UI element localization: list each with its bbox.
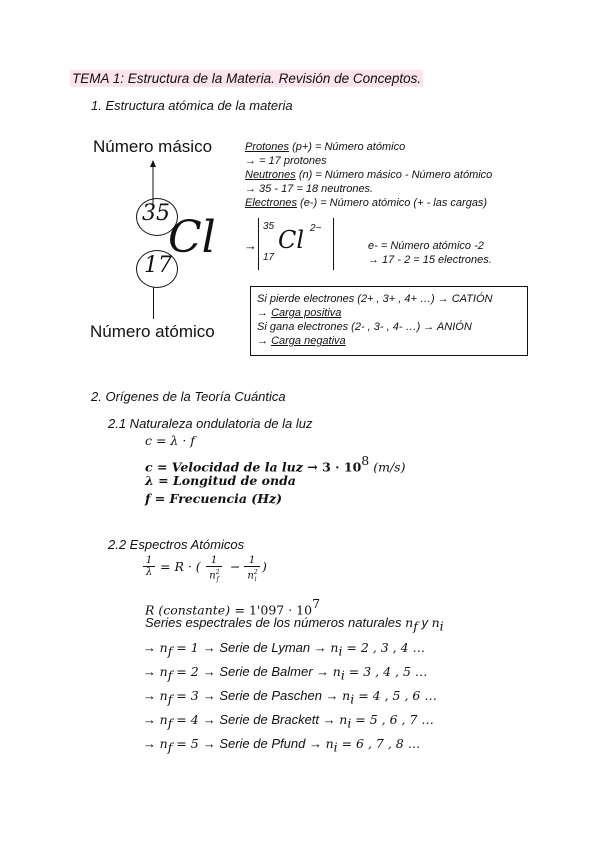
series-row bbox=[143, 640, 425, 659]
series-arrow-icon: → bbox=[202, 664, 220, 679]
frac2-den-wrap bbox=[244, 566, 260, 585]
series-ni-symbol: n bbox=[325, 736, 334, 751]
frac1-den: n bbox=[209, 570, 216, 582]
series-row bbox=[143, 688, 437, 707]
frac1-den-sup: 2 bbox=[215, 569, 220, 576]
series-ni-sub: i bbox=[333, 739, 338, 755]
eq-speed-exponent: 8 bbox=[361, 453, 370, 468]
series-arrow-icon: → bbox=[143, 688, 160, 703]
neutrones-label: Neutrones bbox=[245, 169, 296, 181]
series-arrow-icon: → bbox=[202, 688, 220, 703]
series-nf-value: = 5 bbox=[172, 736, 203, 751]
series-arrow-icon: → bbox=[202, 640, 220, 655]
series-arrow-icon: → bbox=[143, 664, 160, 679]
series-ni-values: = 5 , 6 , 7 … bbox=[351, 712, 434, 727]
series-ni-values: = 6 , 7 , 8 … bbox=[337, 736, 421, 751]
eq-wave: c = λ · f bbox=[145, 433, 195, 448]
negative-charge-line bbox=[257, 335, 346, 347]
series-intro-text: Series espectrales de los números naturales bbox=[145, 615, 402, 630]
series-ni-values: = 2 , 3 , 4 … bbox=[342, 640, 426, 655]
series-intro bbox=[145, 615, 444, 634]
ion-symbol: Cl bbox=[278, 226, 305, 254]
ion-electrons-formula: e- = Número atómico -2 bbox=[368, 240, 484, 252]
series-ni-sub: i bbox=[338, 643, 343, 659]
subsection-2-2-heading: 2.2 Espectros Atómicos bbox=[108, 537, 245, 552]
numero-atomico-label: Número atómico bbox=[90, 322, 215, 341]
series-name: Serie de Pfund bbox=[219, 736, 306, 751]
series-ni-symbol: n bbox=[330, 640, 339, 655]
electrones-line bbox=[245, 197, 487, 209]
rydberg-close: ) bbox=[262, 559, 267, 574]
negative-arrow-icon: → bbox=[257, 335, 272, 347]
series-nf-symbol: n bbox=[159, 640, 168, 655]
series-ni-sub: i bbox=[350, 691, 355, 707]
series-nf-symbol: n bbox=[159, 712, 168, 727]
series-arrow-icon: → bbox=[143, 640, 160, 655]
series-row bbox=[143, 664, 427, 683]
electrones-definition: (e-) = Número atómico (+ - las cargas) bbox=[296, 197, 488, 209]
frac1-den-wrap bbox=[206, 566, 222, 585]
eq-speed-value: → 3 · 10 bbox=[307, 459, 362, 475]
protones-definition: (p+) = Número atómico bbox=[289, 141, 406, 153]
series-nf-value: = 4 bbox=[172, 712, 203, 727]
series-nf-symbol: n bbox=[159, 664, 168, 679]
series-arrow-icon: → bbox=[202, 712, 220, 727]
series-ni-symbol: n bbox=[339, 712, 348, 727]
ion-charge: 2− bbox=[310, 223, 322, 234]
positive-charge-line bbox=[257, 307, 341, 319]
series-nf-symbol: n bbox=[159, 688, 168, 703]
atomic-number: 17 bbox=[144, 253, 172, 278]
electrones-label: Electrones bbox=[245, 197, 297, 209]
rydberg-frac2 bbox=[244, 555, 260, 585]
protones-result: → = 17 protones bbox=[245, 155, 327, 167]
eq-speed-left: c = Velocidad de la luz bbox=[145, 459, 303, 475]
series-nf-value: = 3 bbox=[172, 688, 203, 703]
rydberg-frac1 bbox=[206, 555, 222, 585]
series-arrow-icon: → bbox=[305, 736, 326, 751]
atomic-line bbox=[153, 287, 154, 319]
ion-atomic-number: 17 bbox=[263, 252, 275, 263]
series-row bbox=[143, 712, 434, 731]
series-arrow-icon: → bbox=[319, 712, 340, 727]
mass-number: 35 bbox=[142, 201, 170, 226]
protones-line bbox=[245, 141, 405, 153]
ion-mass-number: 35 bbox=[263, 221, 275, 232]
positive-arrow-icon: → bbox=[257, 307, 272, 319]
element-symbol-large: Cl bbox=[168, 212, 216, 263]
eq-speed-unit: (m/s) bbox=[369, 459, 406, 475]
rydberg-lhs-den: λ bbox=[143, 566, 155, 578]
section-2-heading: 2. Orígenes de la Teoría Cuántica bbox=[91, 389, 286, 404]
series-intro-ni: n bbox=[431, 615, 440, 630]
ion-arrow-icon: → bbox=[244, 238, 257, 253]
const-left: R (constante) bbox=[145, 602, 231, 618]
protones-label: Protones bbox=[245, 141, 290, 153]
ion-electrons-result: → 17 - 2 = 15 electrones. bbox=[368, 254, 492, 266]
series-row bbox=[143, 736, 420, 755]
series-ni-symbol: n bbox=[342, 688, 351, 703]
series-arrow-icon: → bbox=[202, 736, 220, 751]
series-name: Serie de Brackett bbox=[219, 712, 320, 727]
series-intro-ni-sub: i bbox=[439, 618, 444, 634]
rydberg-mid: = R · ( bbox=[160, 559, 201, 574]
rydberg-minus: − bbox=[230, 559, 241, 574]
neutrones-line bbox=[245, 169, 492, 181]
subsection-2-1-heading: 2.1 Naturaleza ondulatoria de la luz bbox=[108, 416, 313, 431]
negative-charge-label: Carga negativa bbox=[271, 335, 346, 347]
series-intro-nf-sub: f bbox=[413, 618, 418, 634]
series-ni-symbol: n bbox=[332, 664, 341, 679]
rydberg-lhs-fraction bbox=[143, 555, 155, 578]
series-name: Serie de Balmer bbox=[219, 664, 313, 679]
const-right: = 1'097 · 10 bbox=[234, 602, 313, 618]
series-name: Serie de Lyman bbox=[219, 640, 311, 655]
numero-masico-label: Número másico bbox=[93, 137, 213, 156]
cation-line: Si pierde electrones (2+ , 3+ , 4+ …) → CATIÓN bbox=[257, 293, 493, 305]
series-ni-values: = 4 , 5 , 6 … bbox=[354, 688, 437, 703]
series-arrow-icon: → bbox=[310, 640, 331, 655]
anion-line: Si gana electrones (2- , 3- , 4- …) → ANIÓN bbox=[257, 321, 472, 333]
series-arrow-icon: → bbox=[312, 664, 333, 679]
series-nf-value: = 2 bbox=[172, 664, 203, 679]
series-ni-values: = 3 , 4 , 5 … bbox=[344, 664, 428, 679]
series-nf-sub: f bbox=[167, 643, 173, 659]
eq-frequency: f = Frecuencia (Hz) bbox=[145, 491, 283, 506]
neutrones-result: → 35 - 17 = 18 neutrones. bbox=[245, 183, 374, 195]
section-1-heading: 1. Estructura atómica de la materia bbox=[91, 98, 293, 113]
frac1-den-sub: f bbox=[216, 576, 219, 584]
frac2-den-sub: i bbox=[254, 576, 257, 584]
frac2-num: 1 bbox=[248, 555, 256, 566]
series-name: Serie de Paschen bbox=[219, 688, 322, 703]
frac1-num: 1 bbox=[210, 555, 218, 566]
const-exp: 7 bbox=[312, 596, 321, 611]
series-nf-sub: f bbox=[167, 667, 173, 683]
page-title: TEMA 1: Estructura de la Materia. Revisión de Conceptos. bbox=[72, 71, 422, 86]
frac2-den-sup: 2 bbox=[253, 569, 258, 576]
eq-wavelength: λ = Longitud de onda bbox=[145, 473, 296, 488]
frac2-den: n bbox=[247, 570, 254, 582]
series-ni-sub: i bbox=[340, 667, 345, 683]
series-ni-sub: i bbox=[347, 715, 352, 731]
series-nf-value: = 1 bbox=[172, 640, 203, 655]
series-arrow-icon: → bbox=[321, 688, 343, 703]
series-nf-sub: f bbox=[167, 715, 173, 731]
series-nf-symbol: n bbox=[159, 736, 168, 751]
series-nf-sub: f bbox=[167, 691, 173, 707]
series-arrow-icon: → bbox=[143, 736, 160, 751]
series-arrow-icon: → bbox=[143, 712, 160, 727]
rydberg-lhs-num: 1 bbox=[145, 555, 153, 566]
neutrones-definition: (n) = Número másico - Número atómico bbox=[295, 169, 493, 181]
series-intro-nf: n bbox=[405, 615, 414, 630]
series-intro-y: y bbox=[417, 615, 432, 630]
positive-charge-label: Carga positiva bbox=[271, 307, 342, 319]
series-nf-sub: f bbox=[167, 739, 173, 755]
